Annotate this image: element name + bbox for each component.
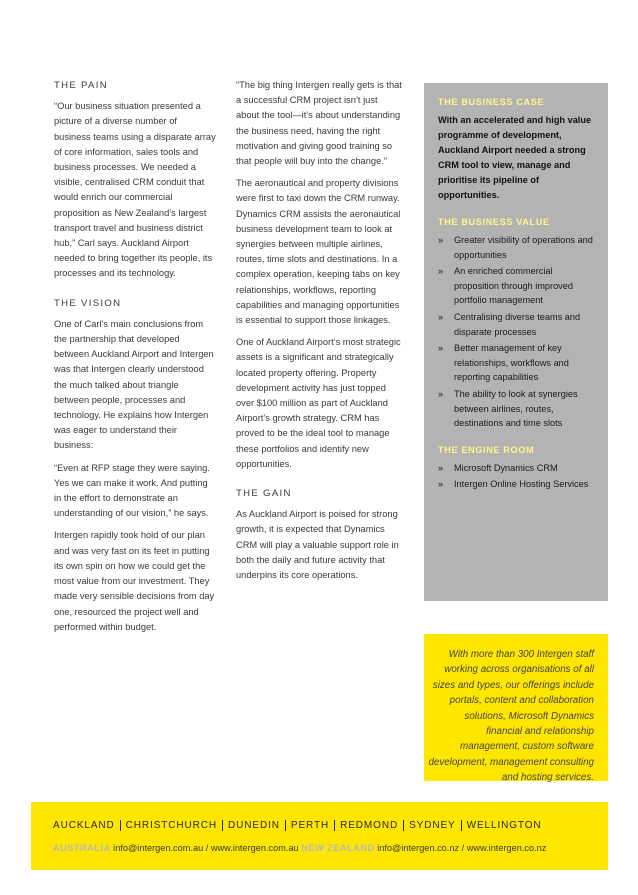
aeronautical-paragraph: The aeronautical and property divisions were first to taxi down the CRM runway. Dynamics CRM assists the aeronautical business development team to look at synergies between multiple airlines, routes, time slots and destinations. In a complex operation, keeping tabs on key relationships, workflows, reporting capabilities and managing opportunities is essential to support those linkages. — [236, 178, 401, 326]
city-perth: PERTH — [290, 820, 330, 831]
city-auckland: AUCKLAND — [53, 820, 115, 831]
middle-column — [236, 78, 402, 590]
vision-paragraph-3: Intergen rapidly took hold of our plan and was very fast on its feet in putting its own spin on how we could get the most value from our investment. They made very sensible decisions from day one, resourced the project well and performed within budget. — [54, 530, 215, 632]
bullet-icon: » — [438, 388, 444, 399]
divider — [403, 820, 404, 831]
bullet-icon: » — [438, 343, 444, 354]
city-list — [53, 820, 542, 831]
vision-paragraph-1: One of Carl’s main conclusions from the partnership that developed between Auckland Airport and Intergen was that Intergen clearly understood the much talked about triangle between people, processes and technology. He explains how Intergen was eager to understand their business: — [54, 318, 214, 451]
bullet-icon: » — [438, 479, 444, 490]
vision-paragraph-2: “Even at RFP stage they were saying. Yes we can make it work. And putting in the effort to demonstrate an understanding of our vision,” he says. — [54, 462, 210, 519]
list-item-text: Microsoft Dynamics CRM — [454, 462, 558, 473]
list-item-text: An enriched commercial proposition through improved portfolio management — [454, 266, 573, 306]
business-value-heading: THE BUSINESS VALUE — [438, 217, 550, 227]
list-item — [438, 461, 596, 476]
city-dunedin: DUNEDIN — [228, 820, 280, 831]
divider — [334, 820, 335, 831]
nz-label: NEW ZEALAND — [301, 843, 375, 853]
business-sidebar — [424, 83, 608, 601]
list-item-text: Centralising diverse teams and disparate processes — [454, 311, 581, 337]
intergen-callout — [424, 634, 608, 784]
gain-paragraph: As Auckland Airport is poised for strong growth, it is expected that Dynamics CRM will play a valuable support role in both the daily and future activity that underpins its core operations. — [236, 509, 399, 581]
engine-room-list — [438, 461, 596, 492]
list-item-text: The ability to look at synergies between airlines, routes, destinations and time slots — [454, 388, 578, 429]
list-item — [438, 310, 596, 339]
city-sydney: SYDNEY — [409, 820, 456, 831]
list-item — [438, 387, 596, 431]
footer-bar — [31, 802, 608, 870]
property-paragraph: One of Auckland Airport’s most strategic assets is a significant and strategically located property offering. Property development activity has just topped over $100 million as part of Auckland Airport’s growth strategy. CRM has proved to be the ideal tool to manage these portfolios and identify new opportunities. — [236, 337, 401, 469]
bullet-icon: » — [438, 266, 444, 277]
australia-contact[interactable]: info@intergen.com.au / www.intergen.com.au — [113, 843, 299, 853]
contact-line — [53, 843, 546, 853]
bullet-icon: » — [438, 462, 444, 473]
list-item — [438, 233, 596, 262]
pain-paragraph: “Our business situation presented a picture of a diverse number of business teams using a disparate array of core information, sales tools and business processes. We needed a visible, centralised CRM conduit that would enrich our commercial proposition as New Zealand’s largest transport travel and business district hub,” Carl says. Auckland Airport needed to bring together its people, its processes and its technology. — [54, 101, 216, 279]
bullet-icon: » — [438, 311, 444, 322]
engine-room-heading: THE ENGINE ROOM — [438, 444, 535, 455]
australia-label: AUSTRALIA — [53, 843, 111, 853]
nz-contact[interactable]: info@intergen.co.nz / www.intergen.co.nz — [377, 843, 547, 853]
divider — [285, 820, 286, 831]
list-item-text: Greater visibility of operations and opportunities — [454, 235, 593, 260]
gain-heading: THE GAIN — [236, 488, 292, 500]
callout-text: With more than 300 Intergen staff working across organisations of all sizes and types, our offerings include portals, content and collaboration solutions, Microsoft Dynamics financial and relationship management, custom software development, management consulting and hosting services. — [428, 649, 594, 784]
business-value-list — [438, 233, 596, 431]
list-item — [438, 477, 596, 492]
divider — [461, 820, 462, 831]
left-column — [54, 78, 216, 642]
quote-paragraph: “The big thing Intergen really gets is that a successful CRM project isn’t just about the tool—it’s about understanding the business need, having the right motivation and giving good training so that people will buy into the change.” — [236, 80, 402, 167]
city-christchurch: CHRISTCHURCH — [125, 820, 218, 831]
business-case-heading: THE BUSINESS CASE — [438, 97, 545, 107]
divider — [222, 820, 223, 831]
pain-heading: THE PAIN — [54, 80, 108, 91]
city-wellington: WELLINGTON — [466, 820, 542, 831]
city-redmond: REDMOND — [340, 820, 399, 831]
list-item-text: Better management of key relationships, workflows and reporting capabilities — [454, 343, 569, 383]
vision-heading: THE VISION — [54, 297, 122, 309]
divider — [120, 820, 121, 831]
list-item-text: Intergen Online Hosting Services — [454, 479, 589, 490]
bullet-icon: » — [438, 235, 444, 245]
list-item — [438, 341, 596, 385]
business-case-text: With an accelerated and high value programme of development, Auckland Airport needed a strong CRM tool to view, manage and prioritise its pipeline of opportunities. — [438, 115, 592, 200]
list-item — [438, 264, 596, 308]
